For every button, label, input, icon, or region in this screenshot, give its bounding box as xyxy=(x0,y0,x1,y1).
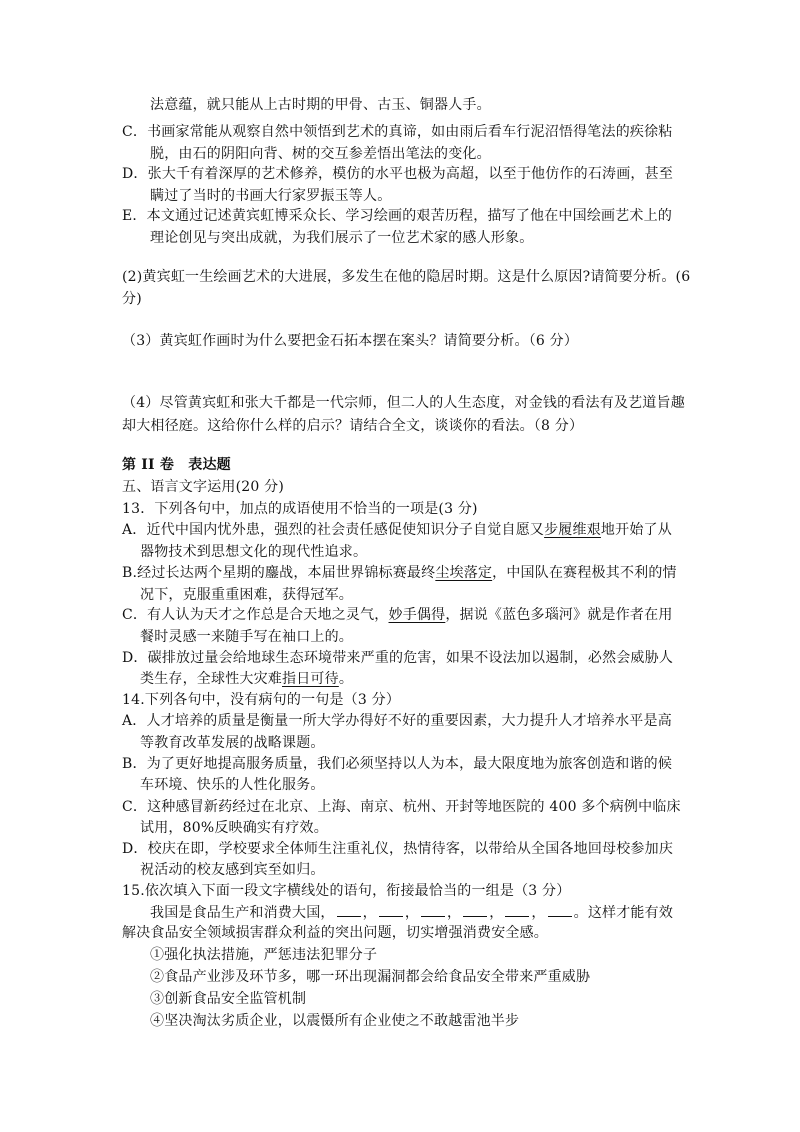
fill-blank-5 xyxy=(505,902,529,917)
q15-item-2: ②食品产业涉及环节多，哪一环出现漏洞都会给食品安全带来严重威胁 xyxy=(150,969,591,985)
question-3: （3）黄宾虹作画时为什么要把金石拓本摆在案头？请简要分析。（6 分） xyxy=(122,333,579,349)
q14-option-a-line2: 等教育改革发展的战略课题。 xyxy=(140,735,325,751)
option-c-line2: 脱，由石的阴阳向背、树的交互参差悟出笔法的变化。 xyxy=(150,146,491,162)
option-c-line1: C．书画家常能从观察自然中领悟到艺术的真谛，如由雨后看车行泥沼悟得笔法的疾徐粘 xyxy=(122,124,673,140)
option-e-line2: 理论创见与突出成就，为我们展示了一位艺术家的感人形象。 xyxy=(150,230,534,246)
separator-3: ， xyxy=(447,905,462,921)
q15-passage-start: 我国是食品生产和消费大国， xyxy=(150,905,335,921)
q15-passage-end: 。这样才能有效 xyxy=(573,905,674,921)
separator-4: ， xyxy=(489,905,504,921)
q14-option-d-line2: 祝活动的校友感到宾至如归。 xyxy=(140,862,325,878)
q13-d-text-1: 类生存，全球性大灾难 xyxy=(140,671,282,687)
q13-option-d-line1: D．碳排放过量会给地球生态环境带来严重的危害，如果不设法加以遏制，必然会威胁人 xyxy=(122,650,674,666)
separator-5: ， xyxy=(531,905,546,921)
section-5-heading: 五、语言文字运用(20 分) xyxy=(122,479,284,495)
separator-2: ， xyxy=(404,905,420,921)
q13-a-text-2: 地开始了从 xyxy=(600,522,672,538)
q14-option-c-line2: 试用，80%反映确实有疗效。 xyxy=(140,820,328,836)
q15-passage-line2: 解决食品安全领域损害群众利益的突出问题，切实增强消费安全感。 xyxy=(122,925,548,941)
q13-d-text-2: 。 xyxy=(338,671,354,687)
fill-blank-3 xyxy=(421,902,445,917)
q13-d-idiom: 指日可待 xyxy=(282,671,339,687)
q14-option-b-line2: 车环境、快乐的人性化服务。 xyxy=(140,777,325,793)
q13-option-b-line1 xyxy=(122,563,677,583)
q13-option-a-line2: 器物技术到思想文化的现代性追求。 xyxy=(140,544,368,560)
q14-option-a-line1: A．人才培养的质量是衡量一所大学办得好不好的重要因素，大力提升人才培养水平是高 xyxy=(122,713,672,729)
q13-a-idiom: 步履维艰 xyxy=(544,522,601,538)
question-4-line2: 却大相径庭。这给你什么样的启示？请结合全文，谈谈你的看法。（8 分） xyxy=(122,418,584,434)
q14-option-c-line1: C．这种感冒新药经过在北京、上海、南京、杭州、开封等地医院的 400 多个病例中临床 xyxy=(122,799,681,815)
q13-option-c-line2: 餐时灵感一来随手写在袖口上的。 xyxy=(140,629,353,645)
fill-blank-4 xyxy=(463,902,487,917)
option-d-line2: 瞒过了当时的书画大行家罗振玉等人。 xyxy=(150,188,392,204)
question-13-stem: 13．下列各句中，加点的成语使用不恰当的一项是(3 分) xyxy=(122,501,478,517)
separator-1: ， xyxy=(362,905,377,921)
question-15-stem: 15.依次填入下面一段文字横线处的语句，衔接最恰当的一组是（3 分） xyxy=(122,883,571,899)
q13-c-idiom: 妙手偶得 xyxy=(388,607,446,623)
fill-blank-2 xyxy=(379,902,403,917)
q15-item-4: ④坚决淘汰劣质企业，以震慑所有企业使之不敢越雷池半步 xyxy=(150,1013,520,1029)
option-e-line1: E．本文通过记述黄宾虹博采众长、学习绘画的艰苦历程，描写了他在中国绘画艺术上的 xyxy=(122,208,673,224)
option-tail-line: 法意蕴，就只能从上古时期的甲骨、古玉、铜器人手。 xyxy=(150,97,491,113)
fill-blank-6 xyxy=(548,902,572,917)
q13-c-text-2: ，据说《蓝色多瑙河》就是作者在用 xyxy=(445,607,673,623)
question-14-stem: 14.下列各句中，没有病句的一句是（3 分） xyxy=(122,692,401,708)
q14-option-d-line1: D．校庆在即，学校要求全体师生注重礼仪，热情待客，以带给从全国各地回母校参加庆 xyxy=(122,841,674,857)
fill-blank-1 xyxy=(337,902,361,917)
q15-passage-line1 xyxy=(150,902,673,923)
q15-item-3: ③创新食品安全监管机制 xyxy=(150,991,307,1007)
q13-option-a-line1 xyxy=(122,520,672,540)
q13-b-text-1: B.经过长达两个星期的鏖战，本届世界锦标赛最终 xyxy=(122,565,436,581)
q13-option-b-line2: 况下，克服重重困难，获得冠军。 xyxy=(140,587,353,603)
option-d-line1: D．张大千有着深厚的艺术修养，模仿的水平也极为高超，以至于他仿作的石涛画，甚至 xyxy=(122,166,674,182)
q14-option-b-line1: B．为了更好地提高服务质量，我们必须坚持以人为本，最大限度地为旅客创造和谐的候 xyxy=(122,756,673,772)
question-2-line2: 分) xyxy=(122,291,142,307)
q13-c-text-1: C．有人认为天才之作总是合天地之灵气， xyxy=(122,607,389,623)
part-2-title: 第 II 卷 表达题 xyxy=(122,457,231,473)
q13-b-idiom: 尘埃落定 xyxy=(435,565,493,581)
q13-option-c-line1 xyxy=(122,605,673,625)
q13-b-text-2: ，中国队在赛程极其不利的情 xyxy=(492,565,677,581)
q13-option-d-line2 xyxy=(140,669,353,689)
question-2-line1: (2)黄宾虹一生绘画艺术的大进展，多发生在他的隐居时期。这是什么原因?请简要分析。(6 xyxy=(122,269,691,285)
q13-a-text-1: A．近代中国内忧外患，强烈的社会责任感促使知识分子自觉自愿又 xyxy=(122,522,545,538)
question-4-line1: （4）尽管黄宾虹和张大千都是一代宗师，但二人的人生态度，对金钱的看法有及艺道旨趣 xyxy=(122,395,685,411)
q15-item-1: ①强化执法措施，严惩违法犯罪分子 xyxy=(150,947,378,963)
